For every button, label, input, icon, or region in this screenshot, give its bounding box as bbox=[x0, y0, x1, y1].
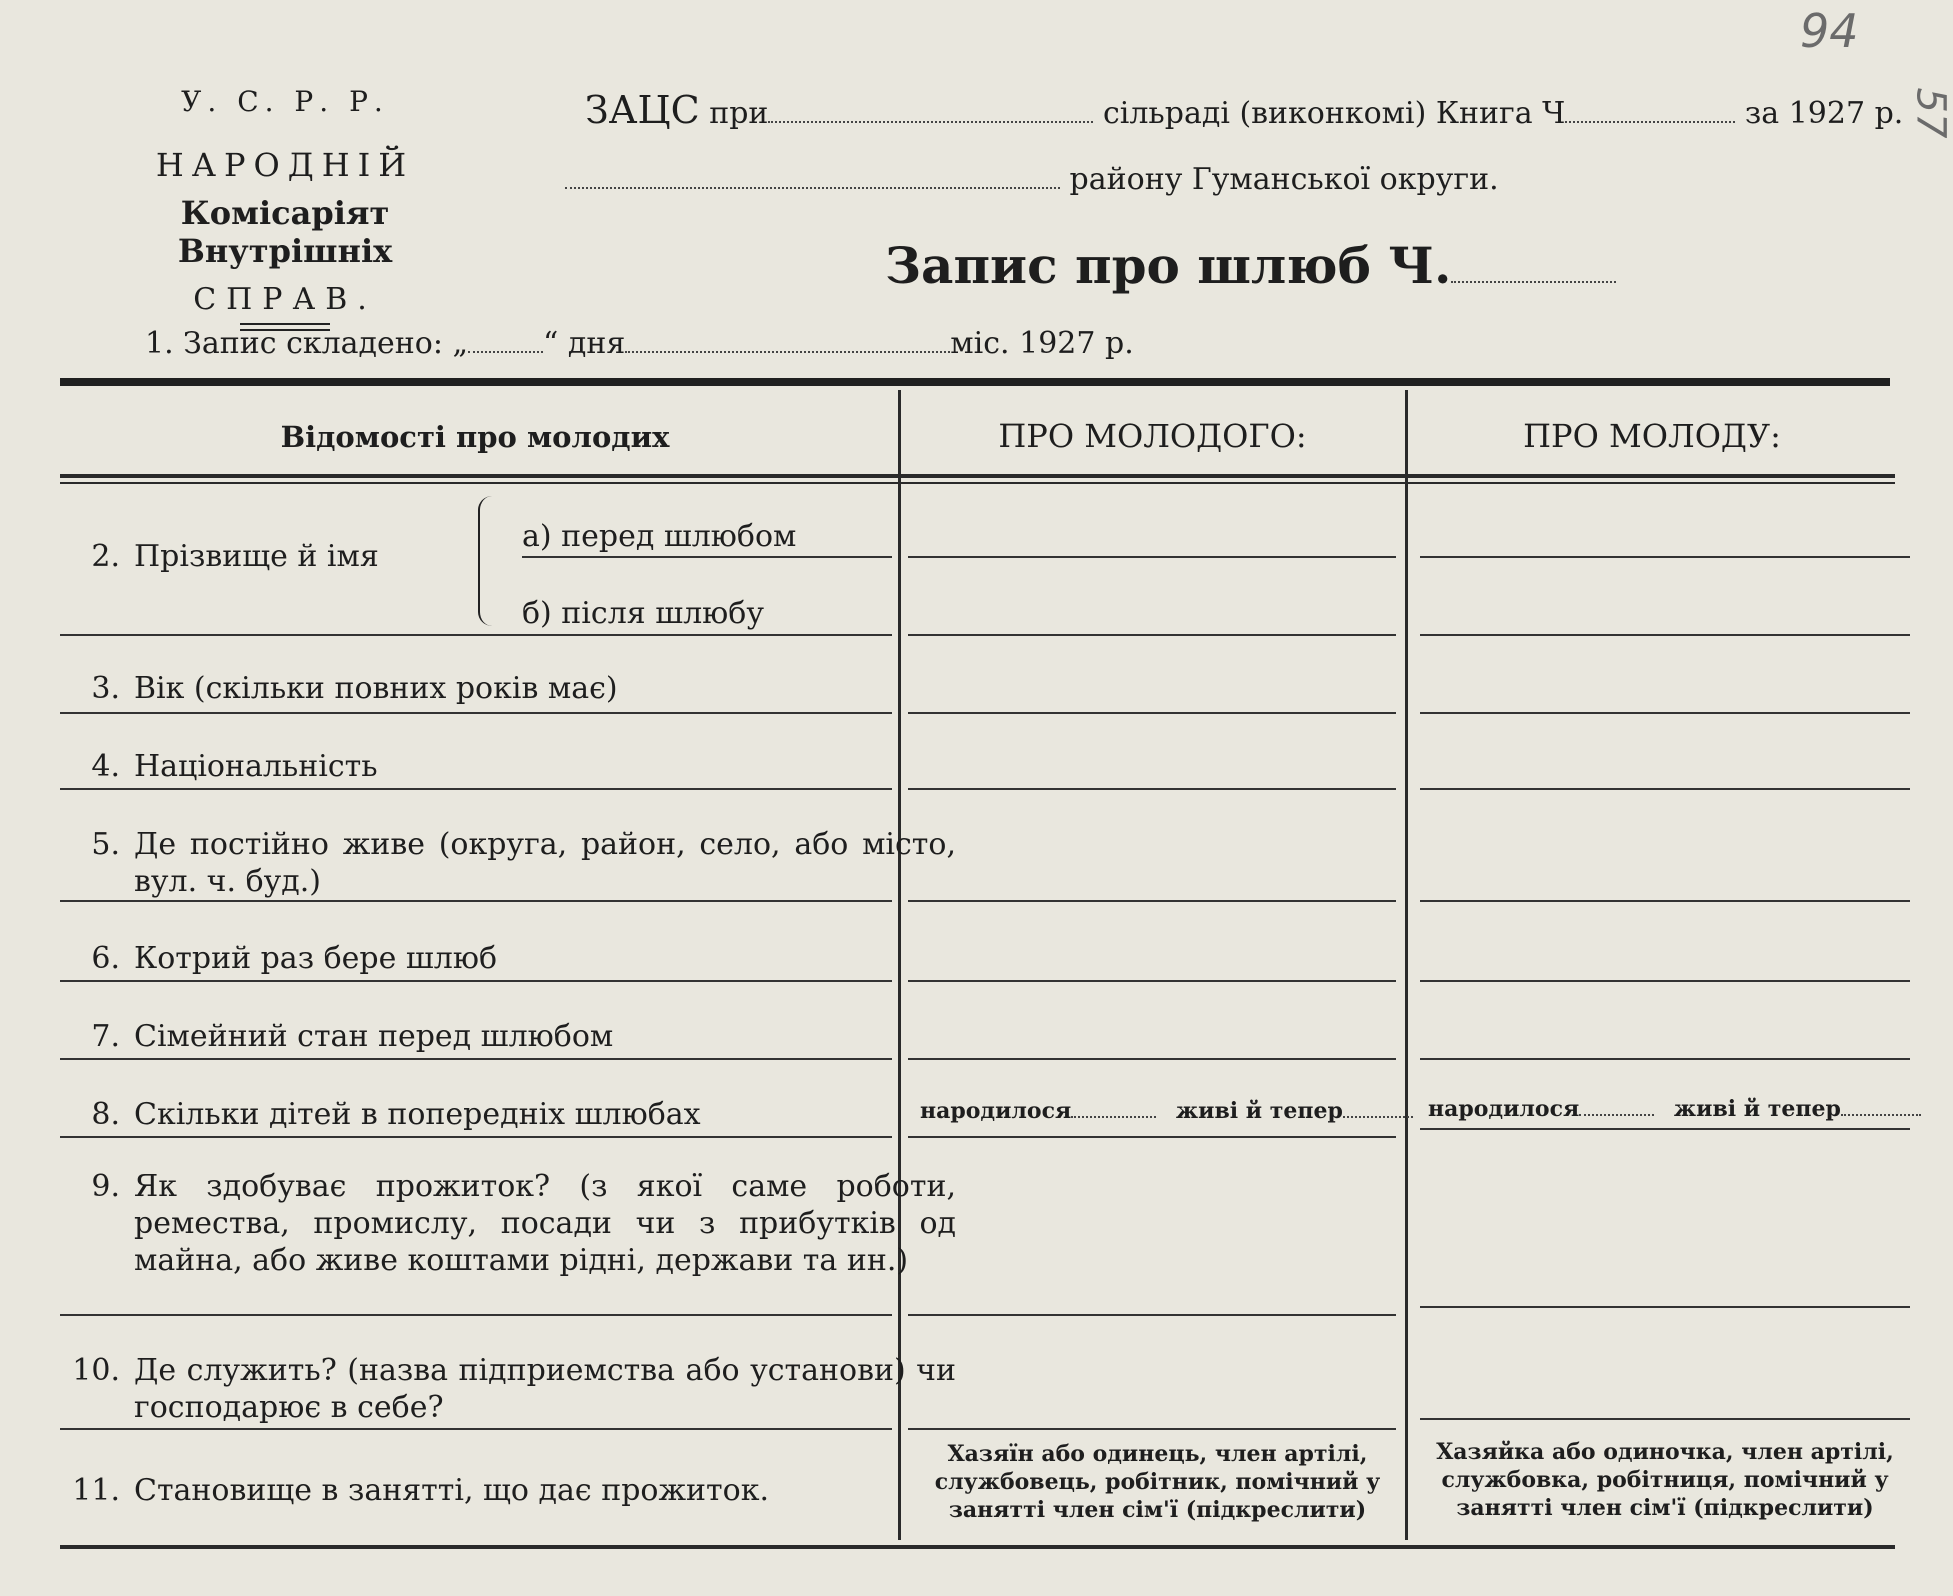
table-bottom-rule bbox=[60, 1545, 1895, 1549]
row-line bbox=[60, 980, 892, 982]
row-text: Скільки дітей в попередніх шлюбах bbox=[134, 1097, 701, 1132]
row-line bbox=[60, 634, 892, 636]
row-text: Прізвище й імя bbox=[134, 539, 379, 574]
row-line bbox=[522, 556, 892, 558]
row-text: Вік (скільки повних років має) bbox=[134, 671, 618, 706]
bride-field-6[interactable] bbox=[1420, 980, 1910, 982]
groom-field-5[interactable] bbox=[908, 900, 1396, 902]
row-number: 7. bbox=[91, 1019, 120, 1054]
groom-field-7[interactable] bbox=[908, 1058, 1396, 1060]
column-header-info: Відомості про молодих bbox=[280, 420, 670, 454]
row-text: Котрий раз бере шлюб bbox=[134, 941, 498, 976]
groom-field-2a[interactable] bbox=[908, 556, 1396, 558]
groom-field-10[interactable] bbox=[908, 1428, 1396, 1430]
row-number: 9. bbox=[91, 1169, 120, 1204]
groom-field-8[interactable] bbox=[908, 1136, 1396, 1138]
row-text: Де служить? (назва підприемства або установи) чи господарює в себе? bbox=[134, 1353, 956, 1425]
row-line bbox=[60, 1314, 892, 1316]
row-6-label bbox=[60, 940, 497, 977]
row-number: 4. bbox=[91, 749, 120, 784]
bride-born-field[interactable] bbox=[1579, 1114, 1654, 1116]
record-composed-label: 1. Запис складено: „ bbox=[145, 326, 469, 361]
district-field[interactable] bbox=[565, 187, 1060, 189]
district-label: району Гуманської округи. bbox=[1069, 162, 1499, 197]
row-number: 11. bbox=[72, 1473, 120, 1508]
row-number: 10. bbox=[72, 1353, 120, 1388]
row-2b-label: б) після шлюбу bbox=[522, 596, 764, 631]
record-day-label: “ дня bbox=[543, 326, 626, 361]
row-10-label bbox=[60, 1352, 956, 1426]
row-3-label bbox=[60, 670, 618, 707]
born-label: народилося bbox=[1428, 1096, 1580, 1122]
born-label: народилося bbox=[920, 1098, 1072, 1124]
row-number: 3. bbox=[91, 671, 120, 706]
republic-label: У. С. Р. Р. bbox=[181, 85, 389, 118]
row-text: Національність bbox=[134, 749, 378, 784]
row-line bbox=[60, 1136, 892, 1138]
council-book-label: сільраді (виконкомі) Книга Ч bbox=[1102, 96, 1566, 131]
column-header-bride: ПРО МОЛОДУ: bbox=[1523, 417, 1781, 455]
title-text: Запис про шлюб Ч. bbox=[885, 236, 1452, 295]
row-line bbox=[60, 900, 892, 902]
book-number-field[interactable] bbox=[1565, 121, 1735, 123]
groom-born-field[interactable] bbox=[1071, 1116, 1156, 1118]
commissariat-line1: НАРОДНІЙ bbox=[155, 146, 415, 184]
row-line bbox=[60, 788, 892, 790]
groom-field-9[interactable] bbox=[908, 1314, 1396, 1316]
row-line bbox=[60, 1058, 892, 1060]
commissariat-line3: СПРАВ. bbox=[193, 282, 377, 317]
record-month-label: міс. 1927 р. bbox=[950, 326, 1134, 361]
groom-field-4[interactable] bbox=[908, 788, 1396, 790]
header-bottom-rule bbox=[60, 474, 1895, 478]
groom-field-3[interactable] bbox=[908, 712, 1396, 714]
groom-field-6[interactable] bbox=[908, 980, 1396, 982]
row-number: 2. bbox=[91, 539, 120, 574]
row-2a-label: а) перед шлюбом bbox=[522, 519, 797, 554]
bride-field-9[interactable] bbox=[1420, 1306, 1910, 1308]
day-field[interactable] bbox=[468, 351, 543, 353]
brace bbox=[478, 496, 496, 626]
column-divider-2 bbox=[1405, 390, 1408, 1540]
document-title bbox=[885, 236, 1616, 295]
row-text: Становище в занятті, що дає прожиток. bbox=[134, 1473, 769, 1508]
zags-label: ЗАЦС bbox=[585, 88, 700, 132]
bride-field-7[interactable] bbox=[1420, 1058, 1910, 1060]
district-line bbox=[565, 162, 1499, 197]
row-number: 6. bbox=[91, 941, 120, 976]
row-4-label bbox=[60, 748, 378, 785]
bride-field-2b[interactable] bbox=[1420, 634, 1910, 636]
row-2-label bbox=[60, 538, 379, 575]
row-line bbox=[60, 712, 892, 714]
groom-children-born bbox=[920, 1098, 1413, 1124]
year-label: за 1927 р. bbox=[1744, 96, 1904, 131]
groom-alive-field[interactable] bbox=[1343, 1116, 1413, 1118]
row-number: 5. bbox=[91, 827, 120, 862]
bride-children-born bbox=[1428, 1096, 1921, 1122]
row-text: Як здобуває прожиток? (з якої саме роботи, ремества, промислу, посади чи з прибутків од майна, або живе коштами рідні, держави та ин.) bbox=[134, 1169, 956, 1278]
bride-field-4[interactable] bbox=[1420, 788, 1910, 790]
bride-field-2a[interactable] bbox=[1420, 556, 1910, 558]
record-composed-line bbox=[145, 326, 1134, 361]
groom-occupation-status: Хазяїн або одинець, член артілі, службовець, робітник, помічний у занятті член сім'ї (підкреслити) bbox=[934, 1441, 1381, 1523]
row-9-label bbox=[60, 1168, 956, 1279]
row-text: Сімейний стан перед шлюбом bbox=[134, 1019, 614, 1054]
alive-label: живі й тепер bbox=[1673, 1096, 1841, 1122]
row-7-label bbox=[60, 1018, 613, 1055]
commissariat-line2: Комісаріят Внутрішніх bbox=[177, 194, 393, 270]
alive-label: живі й тепер bbox=[1175, 1098, 1343, 1124]
table-top-rule bbox=[60, 378, 1890, 386]
row-line bbox=[60, 1428, 892, 1430]
bride-field-8[interactable] bbox=[1420, 1128, 1910, 1130]
column-header-groom: ПРО МОЛОДОГО: bbox=[998, 417, 1307, 455]
header-bottom-rule-2 bbox=[60, 482, 1895, 484]
bride-field-5[interactable] bbox=[1420, 900, 1910, 902]
record-number-field[interactable] bbox=[1451, 281, 1616, 283]
issuer-block bbox=[70, 85, 500, 331]
zags-pri: при bbox=[709, 96, 769, 131]
village-council-field[interactable] bbox=[768, 121, 1093, 123]
bride-field-10[interactable] bbox=[1420, 1418, 1910, 1420]
row-5-label bbox=[60, 826, 956, 900]
bride-alive-field[interactable] bbox=[1841, 1114, 1921, 1116]
row-number: 8. bbox=[91, 1097, 120, 1132]
registry-line bbox=[585, 88, 1903, 132]
handwritten-page-number: 94 bbox=[1800, 4, 1859, 58]
row-8-label bbox=[60, 1096, 701, 1133]
groom-field-2b[interactable] bbox=[908, 634, 1396, 636]
handwritten-margin-number: 57 bbox=[1907, 87, 1953, 139]
row-11-label bbox=[60, 1472, 769, 1509]
month-field[interactable] bbox=[625, 351, 950, 353]
bride-field-3[interactable] bbox=[1420, 712, 1910, 714]
bride-occupation-status: Хазяйка або одиночка, член артілі, службовка, робітниця, помічний у занятті член сім'ї (підкреслити) bbox=[1436, 1439, 1894, 1521]
row-text: Де постійно живе (округа, район, село, або місто, вул. ч. буд.) bbox=[134, 827, 956, 899]
